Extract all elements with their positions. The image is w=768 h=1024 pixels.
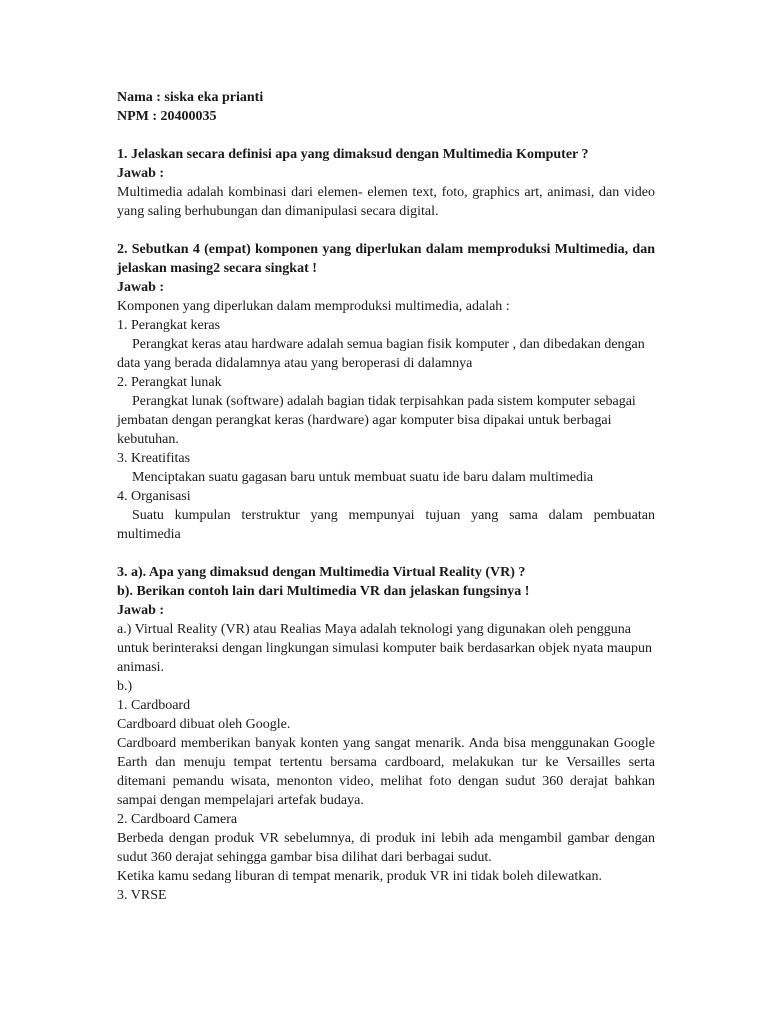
component-title-4: 4. Organisasi: [117, 489, 191, 504]
vr-item-2-line-2: Ketika kamu sedang liburan di tempat menarik, produk VR ini tidak boleh dilewatkan.: [117, 869, 602, 884]
component-desc-4: Suatu kumpulan terstruktur yang mempunyai tujuan yang sama dalam pembuatan multimedia: [117, 508, 655, 542]
component-title-1: 1. Perangkat keras: [117, 318, 221, 333]
document-body: [117, 88, 655, 905]
question-2: 2. Sebutkan 4 (empat) komponen yang diperlukan dalam memproduksi Multimedia, dan jelaskan masing2 secara singkat !: [117, 242, 655, 276]
spacer: [117, 221, 655, 240]
question-3b: b). Berikan contoh lain dari Multimedia VR dan jelaskan fungsinya !: [117, 584, 530, 599]
vr-item-title-3: 3. VRSE: [117, 888, 167, 903]
student-name: Nama : siska eka prianti: [117, 90, 264, 105]
vr-item-title-1: 1. Cardboard: [117, 698, 191, 713]
component-title-2: 2. Perangkat lunak: [117, 375, 222, 390]
answer-3a: a.) Virtual Reality (VR) atau Realias Maya adalah teknologi yang digunakan oleh pengguna untuk berinteraksi dengan lingkungan simulasi komputer baik berdasarkan objek nyata maupun animasi.: [117, 622, 652, 675]
spacer: [117, 544, 655, 563]
vr-item-1-line-1: Cardboard dibuat oleh Google.: [117, 717, 291, 732]
spacer: [117, 126, 655, 145]
answer-label-2: Jawab :: [117, 280, 165, 295]
answer-2-intro: Komponen yang diperlukan dalam memproduksi multimedia, adalah :: [117, 299, 510, 314]
vr-item-title-2: 2. Cardboard Camera: [117, 812, 238, 827]
answer-label-3: Jawab :: [117, 603, 165, 618]
question-1: 1. Jelaskan secara definisi apa yang dimaksud dengan Multimedia Komputer ?: [117, 147, 589, 162]
vr-item-2-line-1: Berbeda dengan produk VR sebelumnya, di produk ini lebih ada mengambil gambar dengan sudut 360 derajat sehingga gambar bisa dilihat dari berbagai sudut.: [117, 831, 655, 865]
answer-label-1: Jawab :: [117, 166, 165, 181]
component-desc-3: Menciptakan suatu gagasan baru untuk membuat suatu ide baru dalam multimedia: [132, 470, 594, 485]
answer-1: Multimedia adalah kombinasi dari elemen- elemen text, foto, graphics art, animasi, dan video yang saling berhubungan dan dimanipulasi secara digital.: [117, 185, 655, 219]
question-3a: 3. a). Apa yang dimaksud dengan Multimedia Virtual Reality (VR) ?: [117, 565, 526, 580]
component-title-3: 3. Kreatifitas: [117, 451, 191, 466]
student-npm: NPM : 20400035: [117, 109, 217, 124]
component-desc-1: Perangkat keras atau hardware adalah semua bagian fisik komputer , dan dibedakan dengan data yang berada didalamnya atau yang beroperasi di dalamnya: [117, 337, 645, 371]
answer-3b-label: b.): [117, 679, 133, 694]
vr-item-1-line-2: Cardboard memberikan banyak konten yang sangat menarik. Anda bisa menggunakan Google Earth dan menuju tempat tertentu bersama cardboard, melakukan tur ke Versailles serta ditemani pemandu wisata, menonton video, melihat foto dengan sudut 360 derajat bahkan sampai dengan mempelajari artefak budaya.: [117, 736, 655, 808]
component-desc-2: Perangkat lunak (software) adalah bagian tidak terpisahkan pada sistem komputer sebagai jembatan dengan perangkat keras (hardware) agar komputer bisa dipakai untuk berbagai kebutuhan.: [117, 394, 636, 447]
